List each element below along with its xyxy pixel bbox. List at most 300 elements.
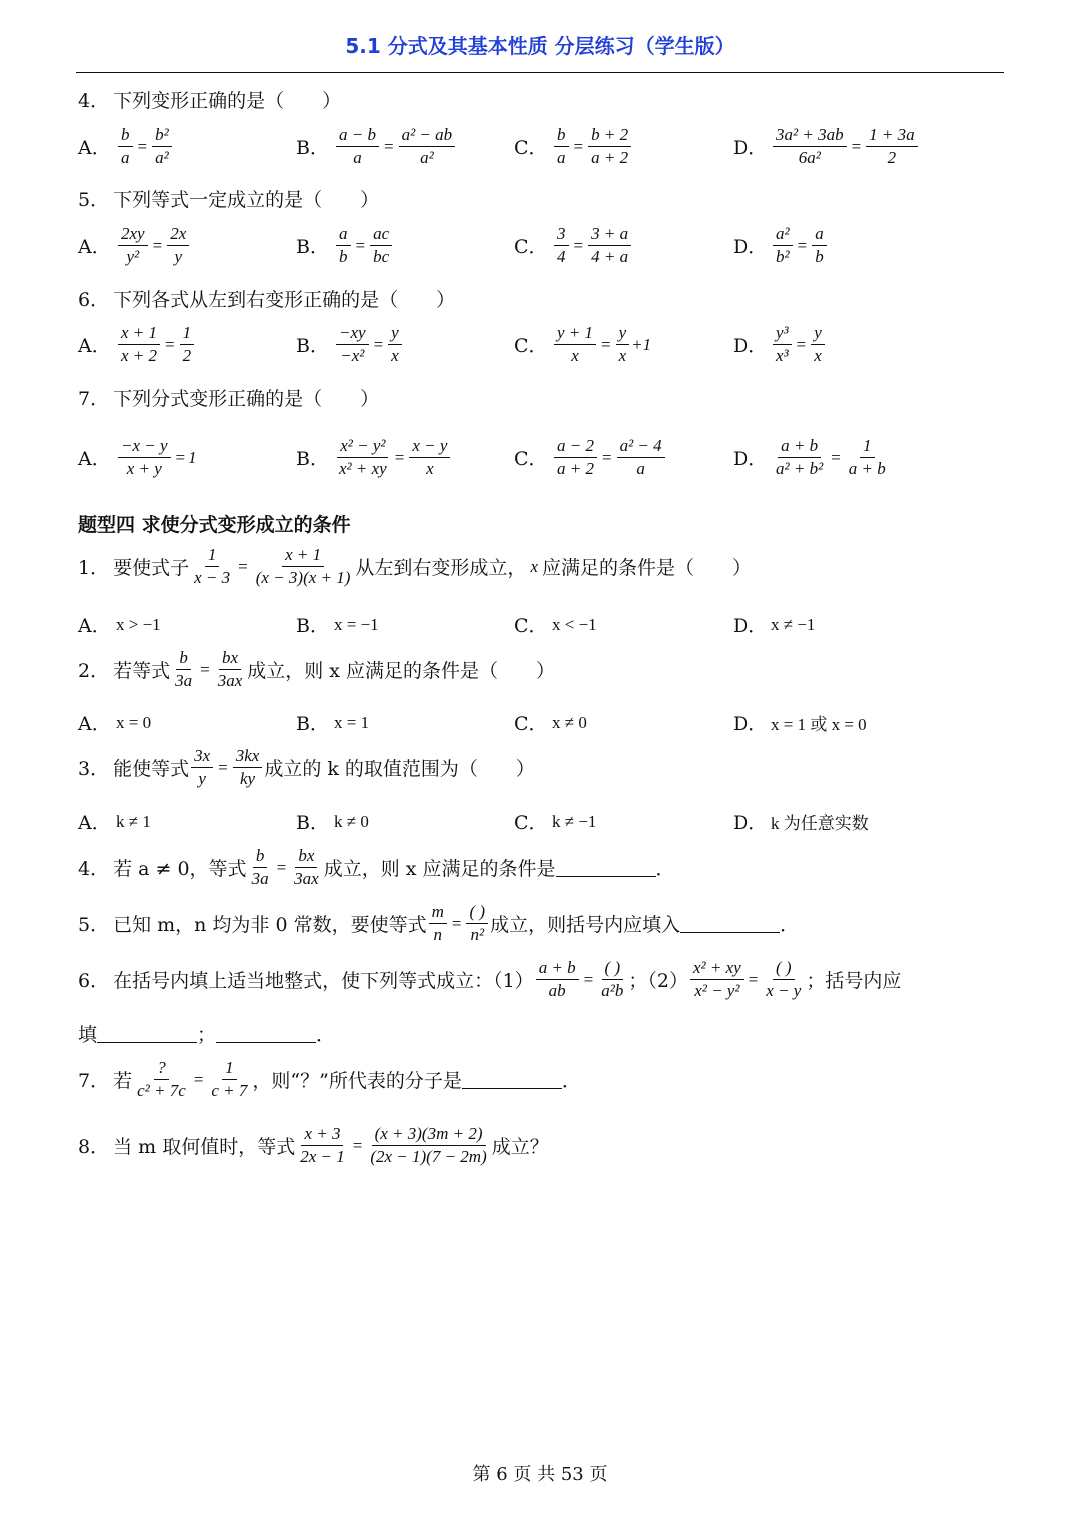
fraction-denominator: 4 + a (591, 247, 629, 266)
option-b (296, 125, 457, 168)
option-text: k ≠ −1 (552, 811, 597, 831)
option-c (514, 323, 651, 366)
fraction (429, 902, 447, 945)
fraction-numerator: a − 2 (554, 436, 597, 458)
fraction-numerator: b² (152, 125, 172, 147)
fraction (811, 323, 825, 366)
option-c (514, 709, 587, 736)
option-label: C． (514, 236, 548, 258)
fraction (336, 125, 379, 168)
fraction (336, 436, 390, 479)
fraction-denominator: x (426, 459, 434, 478)
option-text: k 为任意实数 (771, 814, 869, 833)
fraction-denominator: 2x − 1 (300, 1147, 345, 1166)
fraction-numerator: 3 + a (588, 224, 631, 246)
fraction-denominator: 4 (557, 247, 566, 266)
fraction (388, 323, 402, 366)
option-label: A． (78, 448, 111, 470)
option-d (733, 436, 891, 479)
option-text: x ≠ 0 (552, 712, 587, 732)
fraction-numerator: x + 1 (118, 323, 160, 345)
equals-sign: = (373, 334, 384, 354)
fraction (253, 545, 354, 588)
fraction-denominator: a² + b² (776, 459, 824, 478)
fraction-denominator: c + 7 (211, 1081, 248, 1100)
fraction-denominator: a (557, 148, 566, 167)
equation (771, 323, 827, 366)
fraction (208, 1058, 250, 1101)
fraction-denominator: x² − y² (694, 981, 740, 1000)
option-label: D． (733, 615, 768, 637)
equals-sign: = (797, 235, 808, 255)
equation (132, 1058, 252, 1101)
fraction (588, 125, 631, 168)
option-a (78, 323, 196, 366)
equation (552, 224, 633, 267)
fraction (773, 323, 792, 366)
fraction-denominator: x (618, 346, 627, 365)
equation (552, 323, 651, 366)
question-text: 下列等式一定成立的是（ ） (113, 189, 380, 211)
equals-sign: = (601, 334, 611, 354)
question-post: 成立，则括号内应填入 (490, 914, 681, 936)
question-pre: 已知 m，n 均为非 0 常数，要使等式 (113, 914, 427, 936)
question-text: 下列各式从左到右变形正确的是（ ） (113, 289, 456, 311)
fraction-denominator: x (391, 346, 399, 365)
question-number: 3． (78, 758, 110, 780)
equals-sign: = (383, 136, 394, 156)
fraction-numerator: b (253, 846, 268, 868)
equals-sign: = (175, 447, 186, 467)
fraction (773, 436, 826, 479)
equals-sign: = (831, 447, 841, 467)
question-continuation (78, 1020, 335, 1047)
fraction-denominator: b (339, 247, 348, 266)
fraction-denominator: a² (420, 148, 434, 167)
question-post: 从左到右变形成立， (355, 557, 527, 579)
fraction-denominator: x − y (766, 981, 802, 1000)
fraction-numerator: a + b (536, 958, 579, 980)
fraction-numerator: y (388, 323, 402, 345)
fraction-denominator: x + 2 (121, 346, 158, 365)
fraction-numerator: 3x (191, 746, 213, 768)
question-number: 7． (78, 1070, 110, 1092)
right-tail: +1 (631, 334, 652, 354)
fraction-denominator: x − 3 (194, 568, 231, 587)
question-number: 5． (78, 914, 110, 936)
equals-sign: = (796, 334, 807, 354)
fraction-numerator: a (812, 224, 827, 246)
question-stem (78, 902, 799, 945)
question-stem (78, 846, 675, 889)
fraction-numerator: b (118, 125, 133, 147)
fraction-numerator: a² (773, 224, 793, 246)
option-b (296, 436, 452, 479)
question-pre: 在括号内填上适当地整式，使下列等式成立：（1） (113, 970, 534, 992)
option-text: x < −1 (552, 614, 597, 634)
option-label: A． (78, 615, 111, 637)
fraction (846, 436, 889, 479)
option-label: C． (514, 713, 548, 735)
equals-sign: = (394, 447, 405, 467)
option-b (296, 323, 404, 366)
fraction-numerator: x² − y² (337, 436, 388, 458)
fraction-denominator: a + b (848, 459, 886, 478)
fraction-numerator: 2xy (118, 224, 148, 246)
fraction-numerator: a − b (336, 125, 379, 147)
fraction (616, 323, 630, 366)
question-pre: 若等式 (113, 660, 171, 682)
equation (116, 125, 174, 168)
question-post2: 应满足的条件是（ ） (541, 557, 751, 579)
fraction (370, 224, 392, 267)
fraction (118, 125, 133, 168)
option-label: B． (296, 448, 329, 470)
question-mid: ；（2） (628, 970, 688, 992)
fraction-denominator: 3ax (217, 671, 243, 690)
option-label: B． (296, 335, 329, 357)
question-post: 成立，则 x 应满足的条件是 (323, 858, 556, 880)
option-label: D． (733, 812, 768, 834)
equation (116, 436, 197, 479)
fraction-numerator: 2x (167, 224, 189, 246)
question-end: ． (780, 914, 800, 936)
fraction-numerator: x − y (409, 436, 450, 458)
option-d (733, 611, 815, 638)
answer-blank (462, 1070, 562, 1089)
fraction-numerator: ( ) (602, 958, 624, 980)
fraction-denominator: 6a² (798, 148, 821, 167)
equation (247, 846, 324, 889)
question-sep: ； (197, 1024, 217, 1046)
fraction (690, 958, 744, 1001)
equation (189, 746, 264, 789)
option-d (733, 323, 827, 366)
fraction (367, 1124, 489, 1167)
equation (334, 323, 404, 366)
question-stem (78, 746, 535, 789)
fraction-denominator: bc (373, 247, 390, 266)
header-rule (76, 72, 1004, 73)
fraction (291, 846, 322, 889)
fraction-denominator: x (814, 346, 822, 365)
fraction-numerator: 1 (180, 323, 195, 345)
fraction-numerator: b + 2 (588, 125, 631, 147)
option-b (296, 709, 369, 736)
fraction-numerator: ( ) (773, 958, 795, 980)
equals-sign: = (276, 857, 287, 877)
equals-sign: = (601, 447, 612, 467)
fraction-denominator: x + y (126, 459, 162, 478)
question-post: ，则“？”所代表的分子是 (252, 1070, 462, 1092)
option-label: D． (733, 236, 768, 258)
equals-sign: = (748, 969, 759, 989)
fraction (617, 436, 665, 479)
fraction-numerator: ? (154, 1058, 169, 1080)
fraction-denominator: a + 2 (557, 459, 594, 478)
option-d (733, 224, 829, 267)
fraction-denominator: a (121, 148, 130, 167)
equals-sign: = (238, 556, 248, 576)
fraction-numerator: 3kx (233, 746, 263, 768)
equals-sign: = (573, 136, 584, 156)
fraction-numerator: −xy (336, 323, 369, 345)
fraction-numerator: a² − 4 (617, 436, 665, 458)
fraction-denominator: x² + xy (339, 459, 387, 478)
question-number: 5． (78, 189, 110, 211)
question-post: ；括号内应 (806, 970, 902, 992)
option-a (78, 224, 191, 267)
question-end: ． (316, 1024, 336, 1046)
option-text: x = 1 或 x = 0 (771, 715, 867, 734)
option-c (514, 436, 667, 479)
question-pre: 当 m 取何值时，等式 (113, 1136, 296, 1158)
question-stem (78, 185, 379, 212)
equation (170, 648, 247, 691)
option-label: A． (78, 236, 111, 258)
question-post: 成立？ (491, 1136, 549, 1158)
fraction (118, 224, 148, 267)
option-label: D． (733, 713, 768, 735)
question-number: 6． (78, 970, 110, 992)
fraction-numerator: y³ (773, 323, 792, 345)
option-label: C． (514, 448, 548, 470)
question-number: 2． (78, 660, 110, 682)
option-label: C． (514, 335, 548, 357)
option-a (78, 808, 151, 835)
fraction-denominator: b (815, 247, 824, 266)
question-stem (78, 648, 555, 691)
option-label: B． (296, 812, 329, 834)
fraction (466, 902, 488, 945)
fraction (180, 323, 195, 366)
fraction-numerator: (x + 3)(3m + 2) (372, 1124, 486, 1146)
question-number: 8． (78, 1136, 110, 1158)
option-d (733, 125, 920, 168)
fraction-numerator: b (554, 125, 569, 147)
fraction-numerator: ac (370, 224, 392, 246)
equation (116, 323, 196, 366)
option-text: x > −1 (116, 614, 161, 634)
fraction-denominator: x (571, 346, 579, 365)
equals-sign: = (193, 1069, 204, 1089)
equation (688, 958, 806, 1001)
equals-sign: = (152, 235, 163, 255)
option-label: A． (78, 812, 111, 834)
fraction (118, 323, 160, 366)
fraction-denominator: x³ (776, 346, 789, 365)
fraction-denominator: ky (240, 769, 256, 788)
fraction-denominator: −x² (340, 346, 365, 365)
fraction (554, 125, 569, 168)
question-stem (78, 958, 901, 1001)
equals-sign: = (355, 235, 366, 255)
fraction-numerator: x² + xy (690, 958, 744, 980)
option-text: k ≠ 1 (116, 811, 151, 831)
fraction-denominator: (x − 3)(x + 1) (255, 568, 351, 587)
fraction-numerator: bx (219, 648, 241, 670)
fraction-numerator: a (336, 224, 351, 246)
question-text: 下列分式变形正确的是（ ） (113, 388, 380, 410)
fraction-numerator: 1 (860, 436, 875, 458)
question-stem (78, 86, 341, 113)
answer-blank (216, 1024, 316, 1043)
variable: x (530, 556, 538, 576)
fraction (152, 125, 172, 168)
equals-sign: = (851, 136, 862, 156)
equals-sign: = (200, 659, 210, 679)
option-a (78, 611, 161, 638)
question-stem (78, 1124, 549, 1167)
question-stem (78, 1058, 581, 1101)
fraction (134, 1058, 189, 1101)
fraction (554, 224, 569, 267)
fraction (409, 436, 450, 479)
equation (116, 224, 191, 267)
equation (771, 224, 829, 267)
fraction-denominator: ab (548, 981, 566, 1000)
question-post: 成立，则 x 应满足的条件是（ ） (247, 660, 556, 682)
fraction (172, 648, 195, 691)
fraction (866, 125, 917, 168)
equals-sign: = (165, 334, 175, 354)
option-label: D． (733, 137, 768, 159)
question-pre: 若 (113, 1070, 133, 1092)
option-label: B． (296, 615, 329, 637)
fraction (598, 958, 626, 1001)
option-label: A． (78, 713, 111, 735)
question-stem (78, 285, 455, 312)
option-text: x = 1 (334, 712, 370, 732)
fraction-numerator: 1 + 3a (866, 125, 917, 147)
answer-blank (680, 914, 780, 933)
fraction (536, 958, 579, 1001)
equals-sign: = (573, 235, 584, 255)
fraction (167, 224, 189, 267)
question-pre: 要使式子 (113, 557, 190, 579)
fraction (773, 125, 847, 168)
fraction-numerator: a² − ab (399, 125, 456, 147)
option-a (78, 125, 174, 168)
equation (189, 545, 355, 588)
question-stem (78, 545, 751, 588)
right-value: 1 (188, 447, 197, 467)
fraction-denominator: a²b (601, 981, 624, 1000)
fraction (336, 224, 351, 267)
equation (334, 224, 394, 267)
fraction-denominator: a² (155, 148, 169, 167)
equation (334, 436, 452, 479)
equation (334, 125, 457, 168)
equals-sign: = (137, 136, 148, 156)
page-header: 5.1 分式及其基本性质 分层练习（学生版） (345, 34, 735, 58)
fraction (773, 224, 793, 267)
fraction-denominator: b² (776, 247, 790, 266)
option-label: A． (78, 335, 111, 357)
fraction (336, 323, 369, 366)
option-a (78, 436, 197, 479)
fraction (191, 545, 233, 588)
option-label: C． (514, 137, 548, 159)
option-b (296, 224, 394, 267)
option-text: x ≠ −1 (771, 614, 816, 634)
option-label: D． (733, 335, 768, 357)
question-number: 1． (78, 557, 110, 579)
question-number: 4． (78, 858, 110, 880)
fraction-numerator: −x − y (118, 436, 171, 458)
page-footer: 第 6 页 共 53 页 (472, 1464, 608, 1485)
option-label: B． (296, 713, 329, 735)
fraction (554, 436, 597, 479)
fraction (118, 436, 171, 479)
fraction-denominator: 2 (887, 148, 897, 167)
equation (771, 125, 920, 168)
fraction-numerator: x + 3 (301, 1124, 343, 1146)
section-title: 题型四 求使分式变形成立的条件 (78, 514, 351, 536)
fraction-numerator: 3 (554, 224, 569, 246)
fraction (812, 224, 827, 267)
option-label: B． (296, 137, 329, 159)
equation (427, 902, 490, 945)
option-text: k ≠ 0 (334, 811, 369, 831)
option-c (514, 808, 596, 835)
fraction-numerator: bx (295, 846, 317, 868)
fraction (297, 1124, 348, 1167)
fraction (215, 648, 246, 691)
fraction-numerator: y + 1 (554, 323, 596, 345)
fraction (233, 746, 263, 789)
fraction (588, 224, 631, 267)
question-pre: 若 a ≠ 0，等式 (113, 858, 247, 880)
fraction-numerator: 1 (205, 545, 220, 567)
answer-blank (556, 858, 656, 877)
fraction-denominator: c² + 7c (137, 1081, 186, 1100)
fraction-denominator: a (636, 459, 645, 478)
equation (552, 125, 633, 168)
equals-sign: = (218, 757, 228, 777)
option-c (514, 125, 633, 168)
equation (534, 958, 629, 1001)
fraction (191, 746, 213, 789)
fraction-denominator: 3a (251, 869, 269, 888)
option-label: B． (296, 236, 329, 258)
option-d (733, 709, 867, 736)
equals-sign: = (583, 969, 594, 989)
equation (771, 436, 891, 479)
fraction (554, 323, 596, 366)
question-text: 下列变形正确的是（ ） (113, 90, 342, 112)
question-number: 6． (78, 289, 110, 311)
option-b (296, 808, 369, 835)
equation (552, 436, 667, 479)
fraction-denominator: y² (126, 247, 140, 266)
question-stem (78, 384, 379, 411)
option-label: A． (78, 137, 111, 159)
fraction-denominator: y (174, 247, 182, 266)
fraction (763, 958, 804, 1001)
fraction-denominator: 2 (182, 346, 192, 365)
question-number: 7． (78, 388, 110, 410)
option-label: C． (514, 615, 548, 637)
option-b (296, 611, 379, 638)
fraction-denominator: a (353, 148, 362, 167)
equals-sign: = (451, 913, 462, 933)
question-pre: 能使等式 (113, 758, 190, 780)
equals-sign: = (352, 1135, 363, 1155)
fraction-numerator: ( ) (466, 902, 488, 924)
option-c (514, 224, 633, 267)
question-end: ． (655, 858, 675, 880)
